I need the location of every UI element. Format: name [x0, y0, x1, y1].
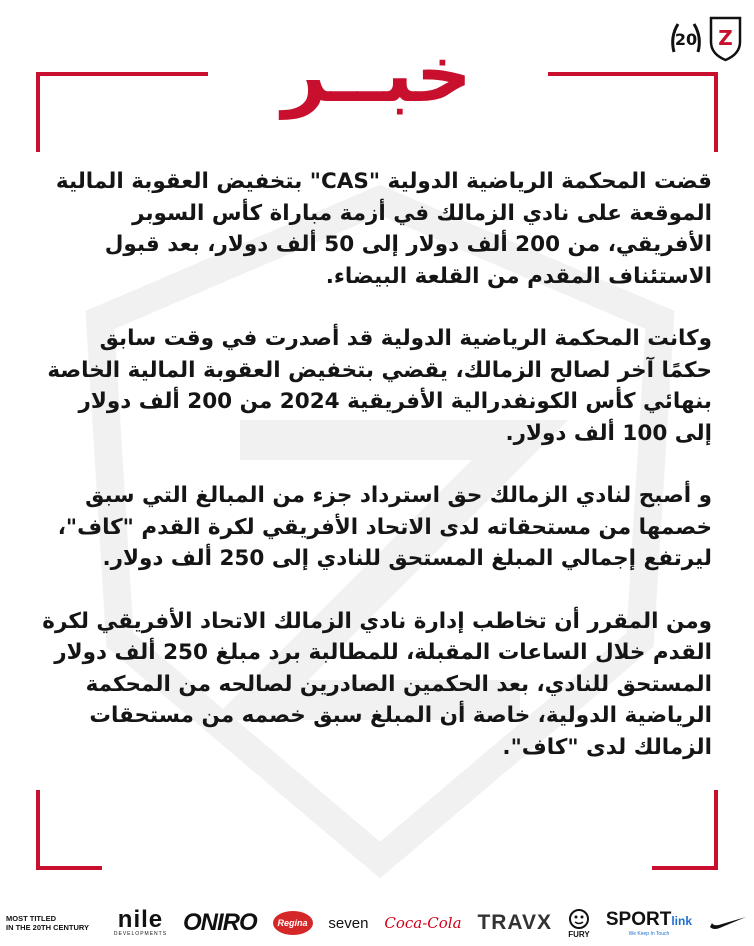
- article-paragraph-2: وكانت المحكمة الرياضية الدولية قد أصدرت في وقت سابق حكمًا آخر لصالح الزمالك، يقضي بتخفيض العقوبة المالية الخاصة بنهائي كأس الكونفدرالية الأفريقية 2024 من 200 ألف دولار إلى 100 ألف دولار.: [47, 326, 712, 446]
- frame-bottom-left-vertical: [36, 790, 40, 870]
- sponsor-nile-logo: [113, 906, 168, 937]
- frame-bottom-right-horizontal: [652, 866, 718, 870]
- sponsor-sportlink-main: SPORT: [605, 909, 672, 930]
- article-paragraph-4: ومن المقرر أن تخاطب إدارة نادي الزمالك الاتحاد الأفريقي لكرة القدم خلال الساعات المقبلة، للمطالبة برد مبلغ 250 ألف دولار المستحق للنادي، بعد الحكمين الصادرين لصالحه من المحكمة الرياضية الدولية، خاصة أن المبلغ سبق خصمه من مستحقات الزمالك لدى "كاف".: [42, 608, 712, 760]
- sponsor-travx-logo: TRAVX: [477, 911, 553, 934]
- club-initials: Z: [718, 26, 733, 50]
- sponsor-cocacola-logo: Coca-Cola: [384, 914, 462, 932]
- frame-bottom-right-vertical: [714, 790, 718, 870]
- sponsor-sportlink-tag: We Keep In Touch: [628, 931, 670, 937]
- sponsor-sportlink-suffix: link: [671, 914, 692, 928]
- swoosh-icon: [708, 915, 748, 931]
- sponsor-seven-logo: seven: [328, 914, 369, 932]
- frame-bottom-left-horizontal: [36, 866, 102, 870]
- slogan-line-1: MOST TITLED: [6, 914, 56, 923]
- page-title: خبــر: [282, 30, 472, 120]
- club-logo: [666, 12, 744, 62]
- article-paragraph-1: قضت المحكمة الرياضية الدولية "CAS" بتخفيض العقوبة المالية الموقعة على نادي الزمالك في أزمة مباراة كأس السوبر الأفريقي، من 200 ألف دولار إلى 50 ألف دولار، بعد قبول الاستئناف المقدم من القلعة البيضاء.: [55, 169, 712, 289]
- sponsor-oniro-logo: ONIRO: [182, 909, 257, 936]
- sponsor-sportlink-logo: [606, 909, 692, 937]
- sponsor-fury-name: FURY: [568, 929, 590, 939]
- slogan-line-2: IN THE 20TH CENTURY: [6, 923, 90, 932]
- sponsor-nile-name: nile: [117, 906, 164, 933]
- sponsor-fury-logo: [568, 908, 590, 939]
- sponsor-regina-logo: Regina: [273, 911, 313, 935]
- slogan: [6, 914, 98, 932]
- tiger-icon: [568, 908, 590, 930]
- laurel-badge-icon: [673, 24, 700, 52]
- sponsor-nile-sub: DEVELOPMENTS: [113, 931, 168, 937]
- shield-icon: [711, 18, 740, 60]
- article-body: [42, 166, 712, 794]
- sponsors-bar: [0, 900, 754, 946]
- badge-number: 20: [674, 30, 698, 49]
- article-paragraph-3: و أصبح لنادي الزمالك حق استرداد جزء من المبالغ التي سبق خصمها من مستحقاته لدى الاتحاد الأفريقي لكرة القدم "كاف"، ليرتفع إجمالي المبلغ المستحق للنادي إلى 250 ألف دولار.: [57, 483, 712, 571]
